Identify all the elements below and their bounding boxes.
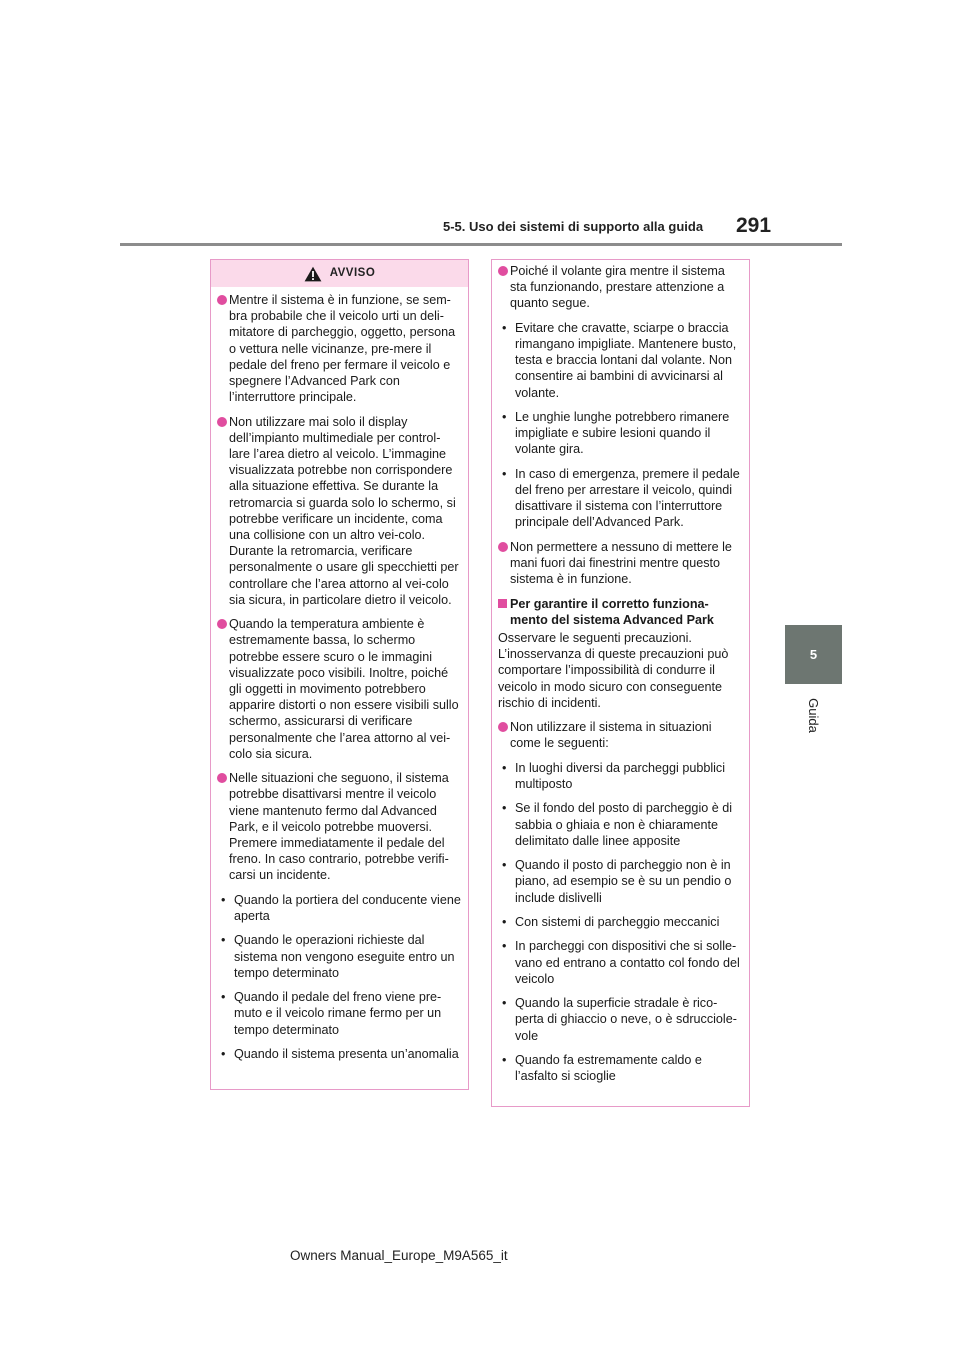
bullet-item: [498, 719, 742, 751]
warning-box-right: [491, 259, 750, 1107]
bullet-text: Poiché il volante gira mentre il sistema sta funzionando, prestare attenzione a quanto segue.: [510, 264, 725, 311]
bullet-dot-icon: [498, 266, 508, 276]
sub-item-text: Quando il pedale del freno viene pre-muto e il veicolo rimane fermo per un tempo determinato: [234, 990, 442, 1037]
bullet-item: [498, 539, 742, 588]
bullet-dot-icon: [217, 773, 227, 783]
sub-item: [498, 914, 742, 930]
bullet-dot-icon: [217, 619, 227, 629]
sub-item-text: Evitare che cravatte, sciarpe o braccia rimangano impigliate. Mantenere busto, testa e braccia lontani dal volante. Non consentire ai bambini di avvicinarsi al volante.: [515, 320, 737, 400]
bullet-text: Nelle situazioni che seguono, il sistema potrebbe disattivarsi mentre il veicolo viene mantenuto fermo dal Advanced Park, e il veicolo potrebbe muoversi. Premere immediatamente il pedale del freno. In caso contrario, potrebbe verifi-carsi un incidente.: [229, 771, 449, 883]
warning-header: [211, 260, 468, 287]
bullet-text: Quando la temperatura ambiente è estremamente bassa, lo schermo potrebbe essere scuro o le immagini visualizzate poco visibili. Inoltre, poiché gli oggetti in movimento potrebbero apparire distorti o non essere visibili sullo schermo, assicurarsi di verificare personalmente che l’area attorno al vei-colo sia sicura.: [229, 617, 459, 761]
sub-item-text: In caso di emergenza, premere il pedale del freno per arrestare il veicolo, quindi disattivare il sistema con l’interruttore principale dell’Advanced Park.: [515, 466, 740, 530]
header-divider: [120, 243, 842, 246]
bullet-item: [498, 263, 742, 312]
sub-item: [498, 800, 742, 849]
bullet-item: [217, 616, 461, 762]
chapter-tab[interactable]: [785, 625, 842, 684]
warning-triangle-icon: [304, 266, 322, 282]
sub-bullet-icon: •: [502, 760, 507, 775]
chapter-number: 5: [809, 647, 818, 662]
sub-item-text: Quando fa estremamente caldo e l’asfalto si scioglie: [515, 1052, 702, 1084]
sub-item: [217, 989, 461, 1038]
sub-item-text: Quando le operazioni richieste dal sistema non vengono eseguite entro un tempo determinato: [234, 933, 455, 980]
sub-item: [498, 938, 742, 987]
sub-bullet-icon: •: [502, 410, 507, 424]
bullet-text: Mentre il sistema è in funzione, se sem-bra probabile che il veicolo urti un deli-mitatore di parcheggio, oggetto, persona o vettura nelle vicinanze, pre-mere il pedale del freno per fermare il veicolo e spegnere l’Advanced Park con l’interruttore principale.: [229, 293, 456, 405]
sub-item: [217, 892, 461, 924]
subsection-heading: [498, 596, 742, 628]
sub-item-text: Se il fondo del posto di parcheggio è di sabbia o ghiaia e non è chiaramente delimitato dalle linee apposite: [515, 801, 733, 848]
sub-item-text: Quando la portiera del conducente viene aperta: [234, 892, 461, 924]
sub-bullet-icon: •: [502, 939, 507, 954]
sub-bullet-icon: •: [502, 996, 507, 1011]
bullet-dot-icon: [498, 542, 508, 552]
heading-text: Per garantire il corretto funziona-mento del sistema Advanced Park: [510, 596, 714, 627]
sub-bullet-icon: •: [221, 1047, 226, 1062]
sub-bullet-icon: •: [502, 914, 507, 929]
bullet-text: Non permettere a nessuno di mettere le mani fuori dai finestrini mentre questo sistema è in funzione.: [510, 539, 732, 587]
paragraph: [498, 630, 742, 711]
sub-item-text: Quando il posto di parcheggio non è in piano, ad esempio se è su un pendio o include dislivelli: [515, 858, 732, 905]
sub-bullet-icon: •: [502, 1052, 507, 1067]
bullet-dot-icon: [498, 722, 508, 732]
sub-item: [498, 409, 742, 458]
sub-item-text: Le unghie lunghe potrebbero rimanere impigliate e subire lesioni quando il volante gira.: [515, 410, 730, 457]
warning-title: AVVISO: [329, 267, 376, 280]
sub-item-text: In parcheggi con dispositivi che si solle-vano ed entrano a contatto col fondo del veicolo: [515, 939, 740, 986]
sub-item: [498, 466, 742, 531]
warning-box-left: [210, 259, 469, 1090]
sub-bullet-icon: •: [221, 990, 226, 1005]
footer-doc-id: Owners Manual_Europe_M9A565_it: [290, 1248, 508, 1263]
bullet-text: Non utilizzare il sistema in situazioni come le seguenti:: [510, 720, 712, 751]
sub-bullet-icon: •: [502, 320, 507, 335]
sub-bullet-icon: •: [221, 933, 226, 948]
sub-item-text: Con sistemi di parcheggio meccanici: [515, 914, 720, 929]
sub-bullet-icon: •: [502, 858, 507, 873]
bullet-item: [217, 770, 461, 883]
bullet-text: Non utilizzare mai solo il display dell’impianto multimediale per control-lare l’area dietro al veicolo. L’immagine visualizzata potrebbe non corrispondere alla situazione effettiva. Se durante la retromarcia si guarda solo lo schermo, si potrebbe verificare un incidente, coma una collisione con un altro vei-colo. Durante la retromarcia, verificare personalmente o usare gli specchietti per controllare che l’area attorno al vei-colo sia sicura, in particolare dietro il veicolo.: [229, 414, 459, 607]
bullet-dot-icon: [217, 417, 227, 427]
sub-item-text: Quando la superficie stradale è rico-perta di ghiaccio o neve, o è sdrucciole-vole: [515, 996, 737, 1043]
sub-item: [498, 857, 742, 906]
sub-item-text: Quando il sistema presenta un’anomalia: [234, 1047, 459, 1062]
bullet-item: [217, 414, 461, 608]
sub-item-text: In luoghi diversi da parcheggi pubblici multiposto: [515, 760, 726, 791]
warning-content-left: [211, 287, 468, 1062]
sub-bullet-icon: •: [221, 892, 226, 907]
sub-item: [217, 1046, 461, 1062]
sub-bullet-icon: •: [502, 801, 507, 816]
bullet-item: [217, 292, 461, 405]
bullet-dot-icon: [217, 295, 227, 305]
paragraph-text: Osservare le seguenti precauzioni. L’inosservanza di queste precauzioni può comportare l’impossibilità di condurre il veicolo in modo sicuro con conseguente rischio di incidenti.: [498, 631, 729, 710]
sub-item: [217, 932, 461, 981]
sub-item: [498, 760, 742, 792]
chapter-label: [785, 690, 842, 740]
sub-item: [498, 1052, 742, 1084]
chapter-label-text: Guida: [805, 697, 821, 733]
sub-item: [498, 320, 742, 401]
sub-bullet-icon: •: [502, 466, 507, 481]
page-number: 291: [736, 214, 772, 237]
sub-item: [498, 995, 742, 1044]
section-title: 5-5. Uso dei sistemi di supporto alla guida: [443, 219, 704, 234]
square-bullet-icon: [498, 599, 507, 608]
warning-content-right: [492, 260, 749, 1084]
